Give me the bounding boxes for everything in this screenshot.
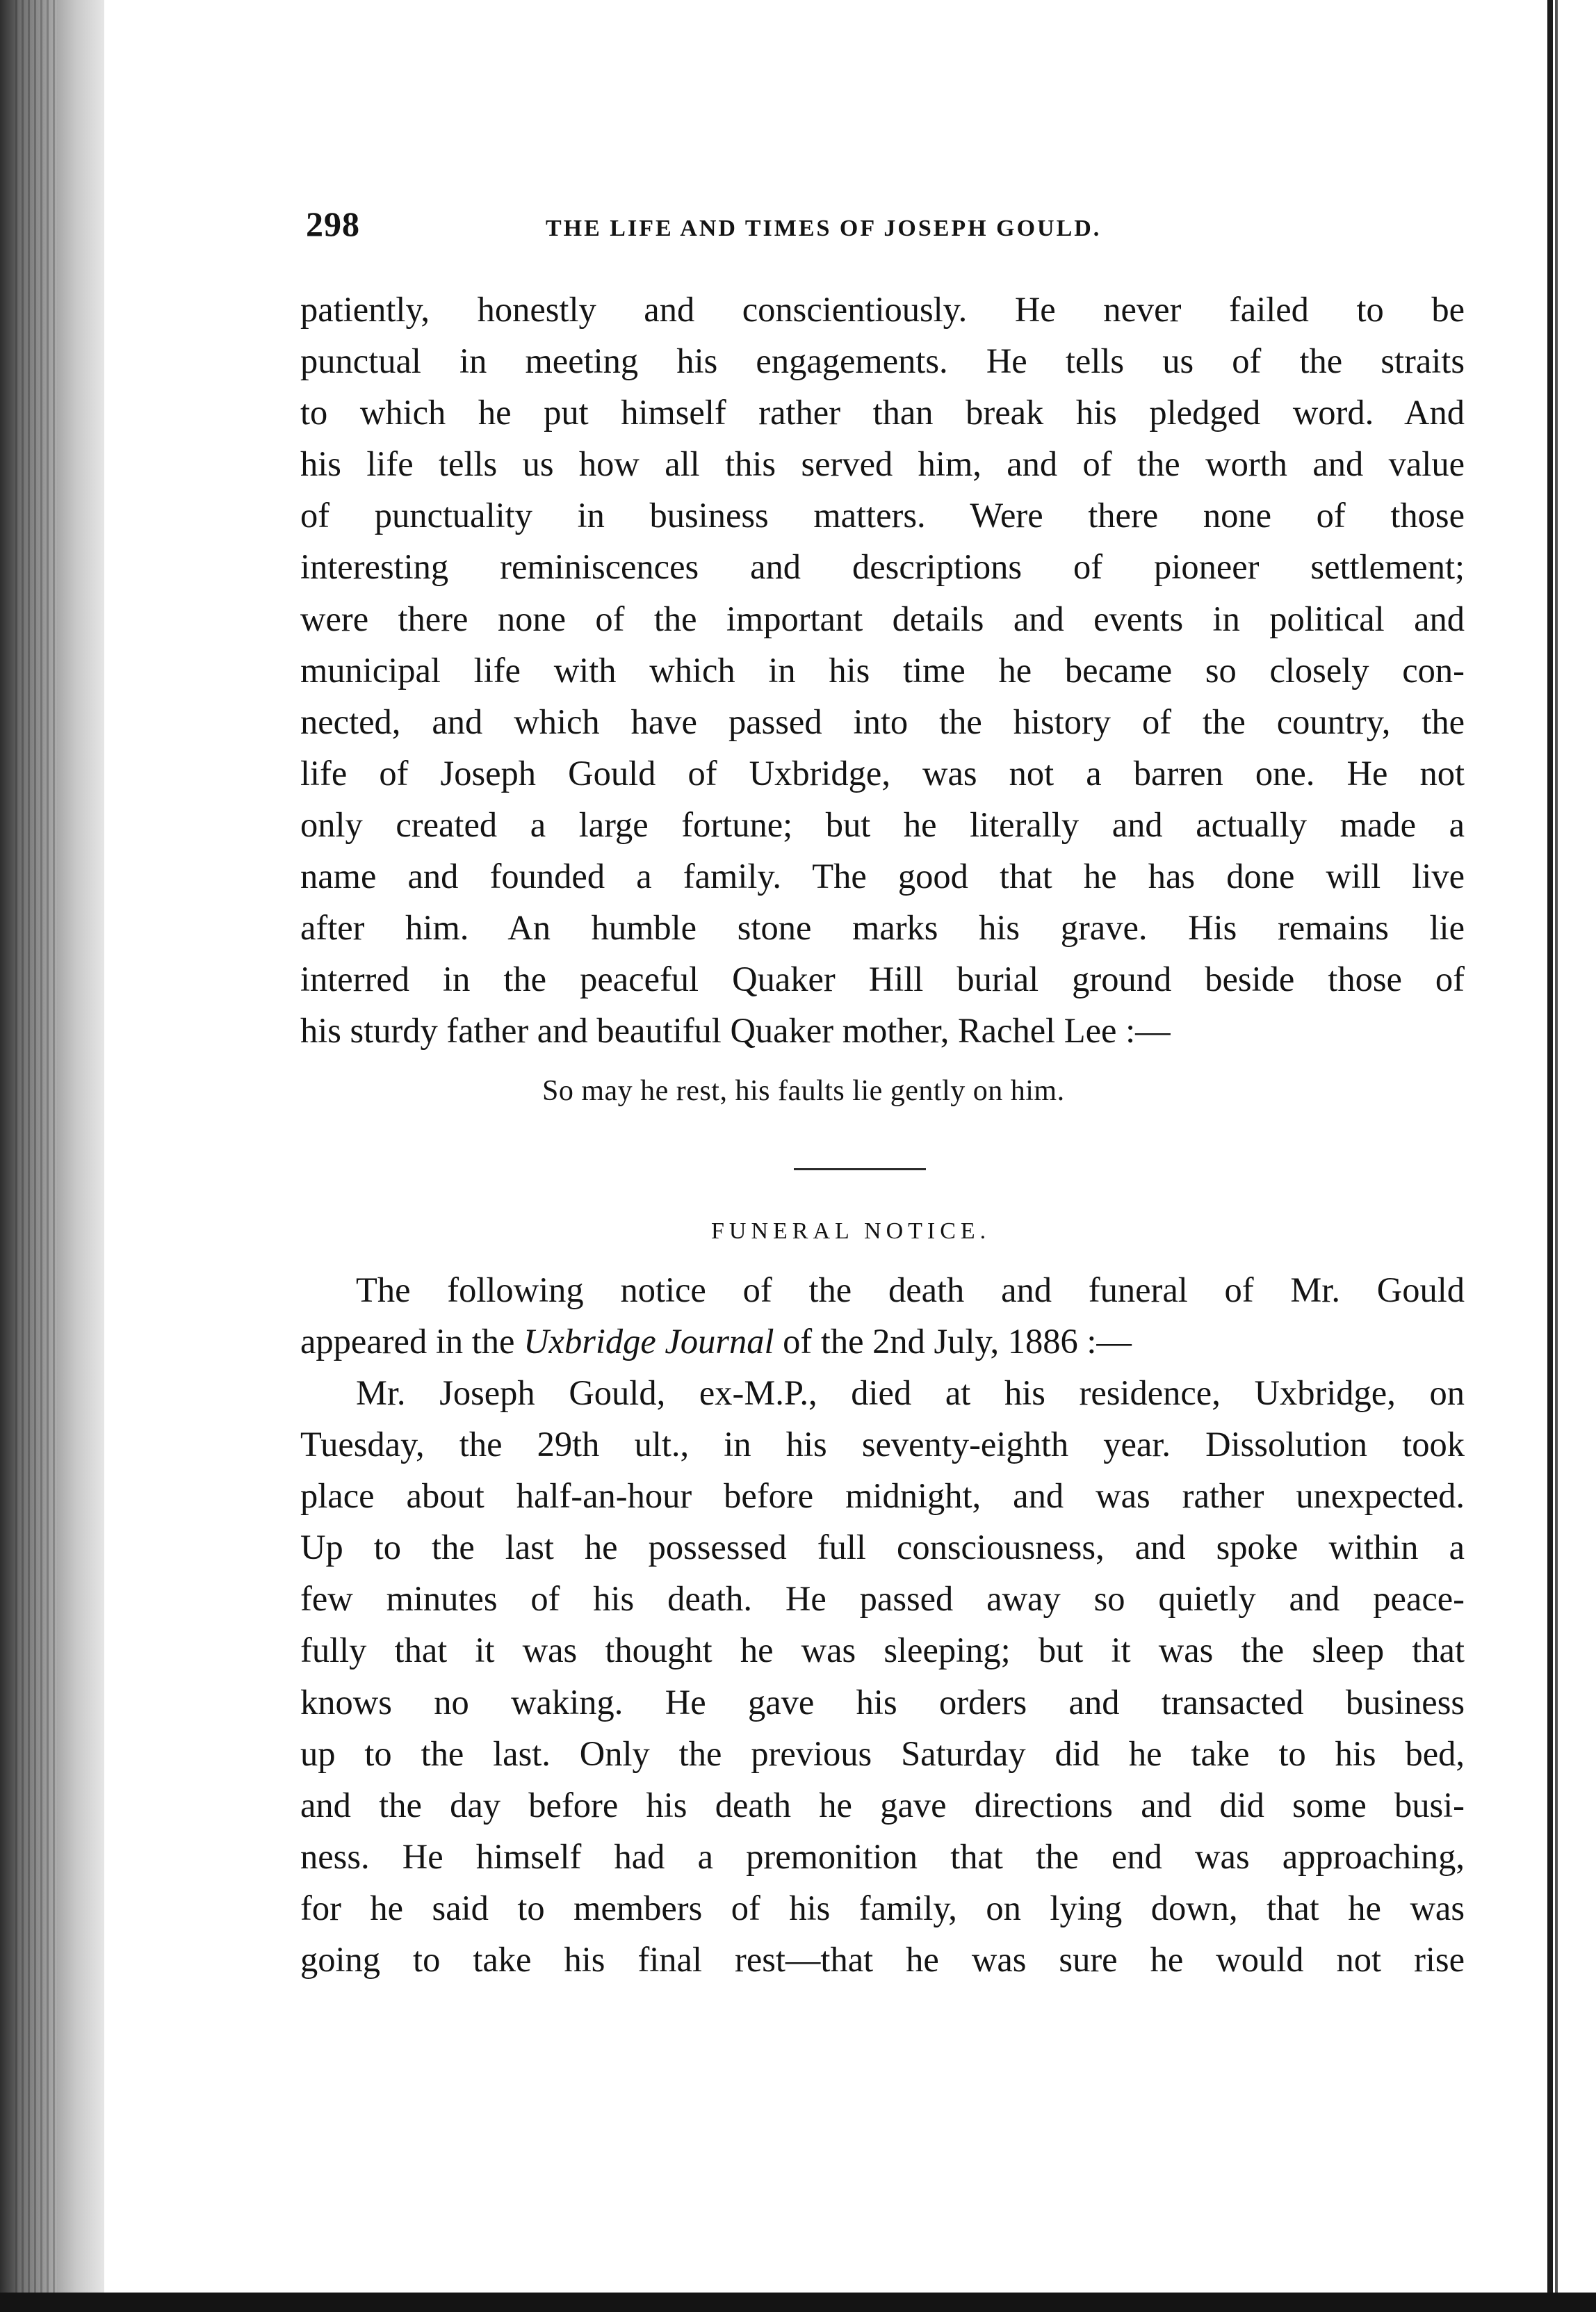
newspaper-title: Uxbridge Journal (523, 1322, 774, 1361)
text-line: punctual in meeting his engagements. He tells us of the straits (300, 341, 1465, 381)
text-line: knows no waking. He gave his orders and transacted business (300, 1682, 1465, 1722)
citation-prefix: appeared in the (300, 1322, 524, 1361)
text-line: and the day before his death he gave directions and did some busi- (300, 1785, 1465, 1825)
running-title: THE LIFE AND TIMES OF JOSEPH GOULD. (546, 216, 1102, 241)
text-line: patiently, honestly and conscientiously. He never failed to be (300, 290, 1465, 329)
text-line: to which he put himself rather than break his pledged word. And (300, 393, 1465, 433)
scan-bottom-edge (0, 2293, 1596, 2312)
text-line: municipal life with which in his time he became so closely con- (300, 650, 1465, 690)
page-edge-rule (1547, 0, 1553, 2312)
text-line: after him. An humble stone marks his grave. His remains lie (300, 908, 1465, 948)
page-number: 298 (306, 204, 360, 243)
text-line: going to take his final rest—that he was sure he would not rise (300, 1940, 1465, 1980)
text-line: few minutes of his death. He passed away so quietly and peace- (300, 1579, 1465, 1619)
text-line: for he said to members of his family, on lying down, that he was (300, 1888, 1465, 1927)
text-line: The following notice of the death and funeral of Mr. Gould (356, 1270, 1465, 1309)
section-divider (794, 1168, 926, 1170)
text-line: interesting reminiscences and descriptions of pioneer settlement; (300, 547, 1465, 587)
text-line: Up to the last he possessed full consciousness, and spoke within a (300, 1528, 1465, 1567)
text-line: ness. He himself had a premonition that the end was approaching, (300, 1836, 1465, 1876)
text-line: fully that it was thought he was sleeping; but it was the sleep that (300, 1631, 1465, 1670)
paragraph-obituary (300, 1367, 1465, 1985)
text-line: Tuesday, the 29th ult., in his seventy-eighth year. Dissolution took (300, 1425, 1465, 1464)
text-line: place about half-an-hour before midnight, and was rather unexpected. (300, 1476, 1465, 1516)
text-line: up to the last. Only the previous Saturday did he take to his bed, (300, 1733, 1465, 1773)
text-line: of punctuality in business matters. Were there none of those (300, 496, 1465, 535)
text-line: his sturdy father and beautiful Quaker mother, Rachel Lee :— (300, 1011, 1171, 1051)
running-header (306, 204, 1474, 259)
text-line: nected, and which have passed into the history of the country, the (300, 702, 1465, 741)
text-line: Mr. Joseph Gould, ex-M.P., died at his residence, Uxbridge, on (356, 1373, 1465, 1412)
text-line-with-citation (300, 1316, 1465, 1367)
page-edge-shadow (1555, 0, 1558, 2312)
section-heading: FUNERAL NOTICE. (711, 1218, 991, 1244)
text-line: life of Joseph Gould of Uxbridge, was not a barren one. He not (300, 753, 1465, 793)
paragraph-continued (300, 284, 1465, 1056)
citation-suffix: of the 2nd July, 1886 :— (774, 1322, 1132, 1361)
text-line: only created a large fortune; but he literally and actually made a (300, 805, 1465, 844)
text-line: his life tells us how all this served him, and of the worth and value (300, 444, 1465, 484)
paragraph-intro (300, 1264, 1465, 1367)
book-binding-edge (0, 0, 104, 2312)
text-line: were there none of the important details and events in political and (300, 599, 1465, 638)
text-line: interred in the peaceful Quaker Hill burial ground beside those of (300, 960, 1465, 999)
text-line: name and founded a family. The good that he has done will live (300, 857, 1465, 896)
verse-quotation: So may he rest, his faults lie gently on him. (542, 1075, 1065, 1107)
